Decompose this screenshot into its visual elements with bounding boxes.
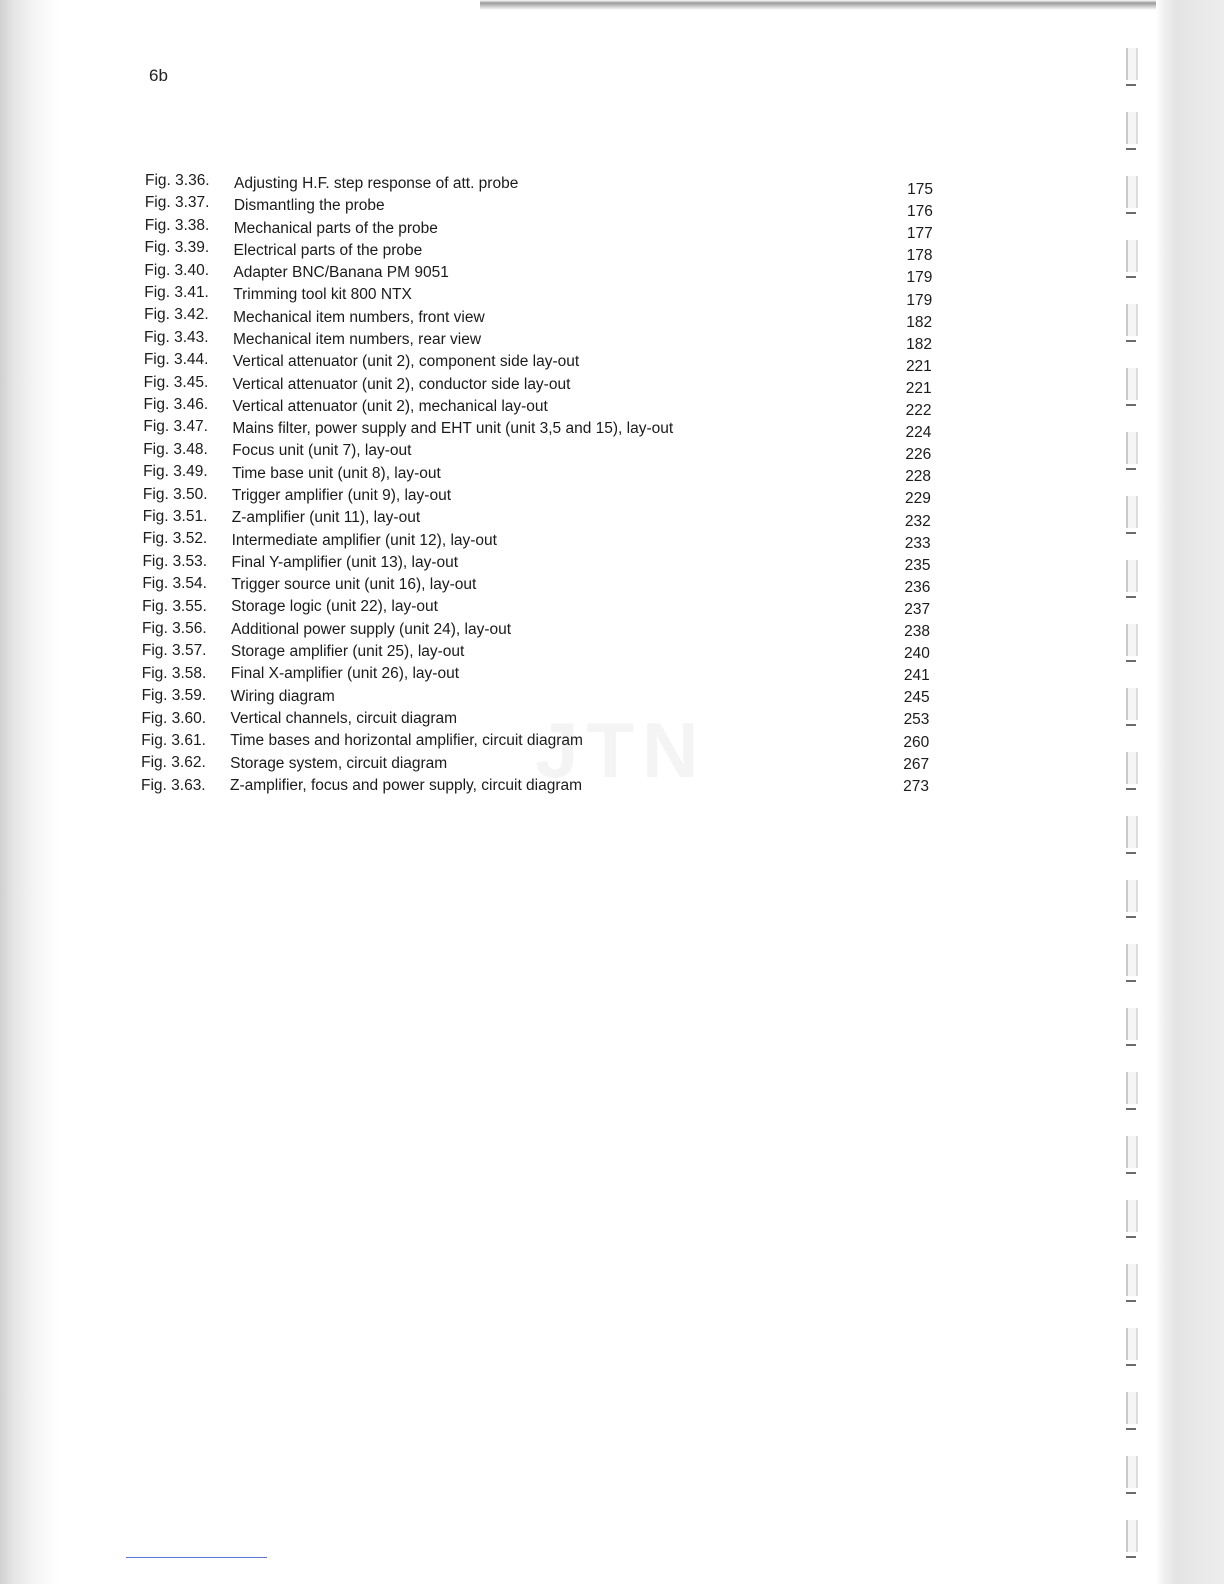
figure-number: Fig. 3.45. bbox=[143, 373, 209, 391]
figure-title: Electrical parts of the probe bbox=[233, 241, 423, 259]
figure-entry bbox=[0, 416, 1100, 442]
figure-page-number: 245 bbox=[903, 689, 930, 707]
figure-title: Focus unit (unit 7), lay-out bbox=[232, 442, 412, 460]
figure-title: Wiring diagram bbox=[230, 687, 335, 705]
figure-number: Fig. 3.49. bbox=[143, 463, 208, 481]
figure-entry bbox=[0, 685, 1100, 707]
figure-entry bbox=[0, 304, 1100, 331]
figure-title: Storage system, circuit diagram bbox=[230, 754, 448, 772]
figure-entry bbox=[0, 775, 1100, 797]
figure-number: Fig. 3.41. bbox=[144, 284, 209, 301]
figure-entry bbox=[0, 506, 1100, 528]
binding-hole bbox=[1126, 816, 1136, 856]
figure-page-number: 176 bbox=[906, 203, 933, 221]
binding-hole bbox=[1126, 1136, 1136, 1176]
binding-hole bbox=[1126, 432, 1136, 472]
figure-entry bbox=[0, 573, 1100, 595]
figure-page-number: 235 bbox=[904, 556, 931, 574]
figure-title: Final X-amplifier (unit 26), lay-out bbox=[230, 665, 460, 683]
footer-rule bbox=[126, 1557, 267, 1558]
figure-page-number: 233 bbox=[904, 534, 931, 552]
figure-page-number: 182 bbox=[906, 313, 933, 331]
figure-page-number: 238 bbox=[904, 623, 931, 641]
figure-number: Fig. 3.61. bbox=[141, 732, 206, 749]
figure-page-number: 240 bbox=[904, 645, 930, 663]
binding-hole bbox=[1126, 688, 1136, 728]
binding-hole bbox=[1126, 176, 1136, 216]
figure-page-number: 229 bbox=[905, 490, 931, 508]
figure-title: Z-amplifier, focus and power supply, circuit diagram bbox=[230, 776, 583, 794]
figure-page-number: 226 bbox=[905, 446, 932, 464]
figure-number: Fig. 3.56. bbox=[142, 620, 207, 637]
figure-entry bbox=[0, 372, 1100, 397]
figure-page-number: 267 bbox=[903, 755, 930, 773]
figure-number: Fig. 3.48. bbox=[143, 440, 208, 458]
binding-hole bbox=[1126, 496, 1136, 536]
binding-hole bbox=[1126, 624, 1136, 664]
figure-number: Fig. 3.47. bbox=[143, 418, 208, 436]
figure-number: Fig. 3.53. bbox=[142, 552, 208, 570]
binding-hole bbox=[1126, 304, 1136, 344]
figure-number: Fig. 3.43. bbox=[143, 328, 209, 346]
figure-title: Trigger source unit (unit 16), lay-out bbox=[231, 576, 477, 594]
figure-entry bbox=[0, 439, 1100, 464]
figure-page-number: 179 bbox=[906, 269, 933, 287]
figure-entry bbox=[0, 349, 1100, 375]
binding-hole bbox=[1126, 368, 1136, 408]
binding-hole bbox=[1126, 560, 1136, 600]
figure-entry bbox=[0, 551, 1100, 573]
figure-title: Mechanical item numbers, rear view bbox=[232, 331, 482, 349]
figure-page-number: 253 bbox=[903, 711, 930, 729]
figure-number: Fig. 3.55. bbox=[142, 597, 207, 615]
figure-entry bbox=[0, 484, 1100, 506]
figure-page-number: 221 bbox=[905, 357, 932, 375]
binding-hole bbox=[1126, 1072, 1136, 1112]
figure-title: Trigger amplifier (unit 9), lay-out bbox=[231, 487, 452, 505]
figure-number: Fig. 3.50. bbox=[142, 485, 208, 503]
figure-title: Adapter BNC/Banana PM 9051 bbox=[233, 264, 449, 282]
figure-page-number: 273 bbox=[903, 777, 929, 795]
figure-number: Fig. 3.57. bbox=[141, 642, 207, 660]
figure-title: Final Y-amplifier (unit 13), lay-out bbox=[231, 553, 459, 571]
figure-entry bbox=[0, 596, 1100, 618]
figure-number: Fig. 3.37. bbox=[144, 194, 210, 212]
figure-entry bbox=[0, 282, 1100, 309]
binding-hole bbox=[1126, 944, 1136, 984]
figure-title: Storage amplifier (unit 25), lay-out bbox=[230, 643, 465, 661]
figure-title: Vertical attenuator (unit 2), mechanical lay-out bbox=[232, 397, 548, 415]
figure-number: Fig. 3.51. bbox=[142, 508, 208, 525]
figure-entry bbox=[0, 260, 1100, 287]
binding-hole bbox=[1126, 880, 1136, 920]
figure-number: Fig. 3.60. bbox=[141, 709, 207, 727]
figure-title: Storage logic (unit 22), lay-out bbox=[231, 598, 438, 616]
binding-hole bbox=[1126, 1456, 1136, 1496]
figure-entry bbox=[0, 708, 1100, 730]
figure-number: Fig. 3.42. bbox=[144, 306, 209, 324]
figure-entry bbox=[0, 215, 1100, 243]
figure-number: Fig. 3.46. bbox=[143, 396, 209, 413]
figure-title: Mains filter, power supply and EHT unit (unit 3,5 and 15), lay-out bbox=[232, 420, 674, 438]
figure-entry bbox=[0, 730, 1100, 752]
figure-entry bbox=[0, 528, 1100, 550]
binding-hole bbox=[1126, 1264, 1136, 1304]
figure-title: Additional power supply (unit 24), lay-out bbox=[231, 620, 512, 638]
page-top-edge bbox=[480, 0, 1224, 12]
figure-title: Mechanical item numbers, front view bbox=[233, 308, 485, 326]
figure-entry bbox=[0, 170, 1100, 198]
figure-number: Fig. 3.54. bbox=[142, 575, 207, 593]
figure-page-number: 236 bbox=[904, 578, 931, 596]
figure-entry bbox=[0, 394, 1100, 420]
figure-title: Time base unit (unit 8), lay-out bbox=[232, 464, 441, 482]
figure-number: Fig. 3.40. bbox=[144, 261, 210, 279]
figure-entry bbox=[0, 663, 1100, 685]
binding-hole bbox=[1126, 1008, 1136, 1048]
page-right-edge bbox=[1156, 0, 1224, 1584]
figure-page-number: 179 bbox=[906, 291, 933, 309]
figure-entry bbox=[0, 237, 1100, 265]
figure-title: Trimming tool kit 800 NTX bbox=[233, 286, 412, 304]
figure-number: Fig. 3.36. bbox=[145, 172, 210, 189]
binding-hole bbox=[1126, 1200, 1136, 1240]
figure-entry bbox=[0, 327, 1100, 353]
figure-entry bbox=[0, 640, 1100, 662]
binding-hole bbox=[1126, 1328, 1136, 1368]
figure-entry bbox=[0, 461, 1100, 486]
figure-entry bbox=[0, 192, 1100, 221]
figure-number: Fig. 3.39. bbox=[144, 239, 210, 257]
figure-page-number: 224 bbox=[905, 424, 932, 442]
figure-number: Fig. 3.59. bbox=[141, 687, 207, 705]
binding-hole bbox=[1126, 1392, 1136, 1432]
figure-number: Fig. 3.38. bbox=[144, 216, 210, 234]
figure-page-number: 178 bbox=[906, 247, 933, 265]
figure-page-number: 175 bbox=[907, 181, 933, 198]
figure-number: Fig. 3.63. bbox=[141, 776, 206, 794]
binding-hole bbox=[1126, 48, 1136, 88]
figure-page-number: 228 bbox=[905, 468, 932, 486]
figure-number: Fig. 3.62. bbox=[141, 754, 206, 772]
figure-page-number: 237 bbox=[904, 600, 931, 618]
binding-hole bbox=[1126, 752, 1136, 792]
figure-title: Vertical attenuator (unit 2), component side lay-out bbox=[232, 353, 580, 371]
figure-number: Fig. 3.52. bbox=[142, 530, 208, 548]
figure-title: Adjusting H.F. step response of att. probe bbox=[234, 175, 519, 192]
figure-page-number: 222 bbox=[905, 402, 932, 420]
figure-entry bbox=[0, 618, 1100, 640]
figure-page-number: 182 bbox=[906, 335, 932, 353]
figure-title: Dismantling the probe bbox=[233, 197, 385, 215]
figure-page-number: 241 bbox=[903, 667, 930, 685]
binding-holes bbox=[1120, 40, 1150, 1580]
figure-title: Z-amplifier (unit 11), lay-out bbox=[231, 509, 421, 527]
figure-page-number: 177 bbox=[906, 225, 933, 243]
figure-title: Vertical attenuator (unit 2), conductor side lay-out bbox=[232, 375, 571, 393]
page-number: 6b bbox=[149, 66, 168, 85]
figure-page-number: 221 bbox=[905, 379, 932, 397]
figure-number: Fig. 3.44. bbox=[143, 351, 209, 369]
figure-entry bbox=[0, 752, 1100, 774]
binding-hole bbox=[1126, 112, 1136, 152]
figure-number: Fig. 3.58. bbox=[141, 664, 207, 682]
binding-hole bbox=[1126, 1520, 1136, 1560]
figure-page-number: 260 bbox=[903, 733, 930, 751]
figure-title: Time bases and horizontal amplifier, circuit diagram bbox=[230, 732, 583, 750]
figure-page-number: 232 bbox=[904, 512, 931, 530]
figure-title: Vertical channels, circuit diagram bbox=[230, 709, 458, 727]
figure-title: Intermediate amplifier (unit 12), lay-out bbox=[231, 531, 497, 549]
figure-title: Mechanical parts of the probe bbox=[233, 219, 438, 237]
binding-hole bbox=[1126, 240, 1136, 280]
